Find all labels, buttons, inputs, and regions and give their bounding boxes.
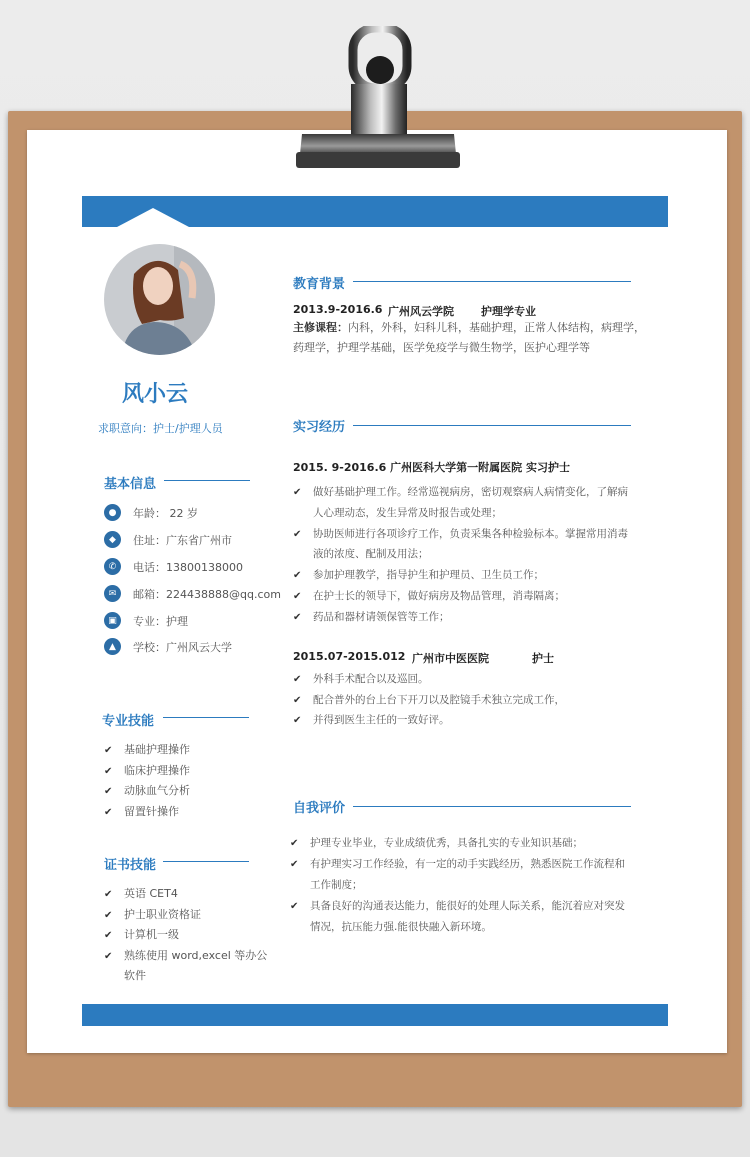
avatar bbox=[104, 244, 215, 355]
list-item-text: 人心理动态，发生异常及时报告或处理； bbox=[313, 506, 502, 519]
list-item-text: 有护理实习工作经验，有一定的动手实践经历，熟悉医院工作流程和 bbox=[310, 858, 625, 870]
list-item bbox=[290, 896, 640, 917]
check-icon: ✔ bbox=[104, 806, 113, 818]
check-icon: ✔ bbox=[104, 930, 113, 941]
list-item-text: 护理专业毕业，专业成绩优秀，具备扎实的专业知识基础； bbox=[310, 837, 583, 849]
list-item bbox=[104, 782, 190, 798]
list-item bbox=[104, 906, 201, 922]
check-icon: ✔ bbox=[104, 909, 113, 921]
check-icon: ✔ bbox=[293, 591, 302, 602]
list-item bbox=[104, 803, 179, 819]
list-item-text: 参加护理教学，指导护生和护理员、卫生员工作； bbox=[313, 569, 544, 582]
info-text: 专业：护理 bbox=[133, 614, 188, 628]
info-text: 邮箱：224438888@qq.com bbox=[133, 587, 281, 601]
list-item-text: 外科手术配合以及巡回。 bbox=[313, 673, 429, 685]
list-item bbox=[293, 524, 638, 545]
list-item bbox=[104, 967, 146, 983]
self-eval-rule bbox=[353, 806, 631, 807]
job2-role: 护士 bbox=[532, 652, 554, 665]
list-item bbox=[293, 544, 638, 565]
courses-line-2: 药理学，护理学基础，医学免疫学与微生物学，医护心理学等 bbox=[293, 341, 590, 354]
education-major: 护理学专业 bbox=[481, 305, 536, 318]
skills-rule bbox=[163, 717, 249, 718]
info-text: 电话：13800138000 bbox=[133, 560, 243, 574]
person-icon: ● bbox=[104, 504, 121, 521]
list-item bbox=[104, 885, 178, 901]
list-item bbox=[293, 482, 638, 503]
list-item-text: 动脉血气分析 bbox=[124, 784, 190, 797]
check-icon: ✔ bbox=[293, 487, 302, 498]
list-item-text: 英语 CET4 bbox=[124, 887, 178, 900]
list-item bbox=[290, 875, 640, 896]
list-item-text: 药品和器材请领保管等工作； bbox=[313, 610, 450, 623]
list-item-text: 临床护理操作 bbox=[124, 763, 190, 777]
skills-heading: 专业技能 bbox=[102, 714, 155, 729]
list-item bbox=[104, 947, 267, 963]
basic-info-heading: 基本信息 bbox=[104, 477, 157, 492]
candidate-name: 风小云 bbox=[121, 382, 188, 407]
list-item-text: 协助医师进行各项诊疗工作，负责采集各种检验标本。掌握常用消毒 bbox=[313, 527, 628, 540]
job-intent: 求职意向：护士/护理人员 bbox=[98, 422, 223, 435]
info-item bbox=[104, 531, 232, 548]
list-item bbox=[104, 762, 190, 778]
education-rule bbox=[353, 281, 631, 282]
mail-icon: ✉ bbox=[104, 585, 121, 602]
list-item bbox=[293, 607, 638, 628]
certs-rule bbox=[163, 861, 249, 862]
education-heading: 教育背景 bbox=[293, 277, 346, 292]
info-item bbox=[104, 638, 232, 655]
list-item-text: 情况，抗压能力强.能很快融入新环境。 bbox=[310, 921, 492, 933]
certs-heading: 证书技能 bbox=[104, 858, 157, 873]
list-item-text: 配合普外的台上台下开刀以及腔镜手术独立完成工作， bbox=[313, 693, 565, 706]
graduation-cap-icon: ▲ bbox=[104, 638, 121, 655]
check-icon: ✔ bbox=[293, 570, 302, 582]
list-item-text: 留置针操作 bbox=[124, 804, 179, 818]
list-item-text: 软件 bbox=[124, 969, 146, 982]
list-item-text: 熟练使用 word,excel 等办公 bbox=[124, 948, 268, 962]
info-item bbox=[104, 504, 198, 521]
education-school: 广州风云学院 bbox=[388, 305, 454, 318]
info-item bbox=[104, 558, 243, 575]
info-item bbox=[104, 585, 281, 602]
list-item-text: 具备良好的沟通表达能力，能很好的处理人际关系，能沉着应对突发 bbox=[310, 900, 625, 912]
check-icon: ✔ bbox=[104, 950, 113, 962]
check-icon: ✔ bbox=[290, 901, 299, 912]
check-icon: ✔ bbox=[290, 838, 299, 849]
info-text: 住址：广东省广州市 bbox=[133, 533, 232, 547]
info-item bbox=[104, 612, 188, 629]
job1-heading: 2015. 9-2016.6 广州医科大学第一附属医院 实习护士 bbox=[293, 461, 570, 474]
list-item bbox=[293, 565, 638, 586]
list-item-text: 在护士长的领导下，做好病房及物品管理，消毒隔离； bbox=[313, 590, 565, 602]
internship-heading: 实习经历 bbox=[293, 420, 346, 435]
check-icon: ✔ bbox=[293, 694, 302, 706]
list-item bbox=[293, 669, 638, 690]
list-item bbox=[293, 690, 638, 711]
phone-icon: ✆ bbox=[104, 558, 121, 575]
check-icon: ✔ bbox=[293, 528, 302, 540]
check-icon: ✔ bbox=[293, 674, 302, 685]
list-item bbox=[293, 503, 638, 524]
job2-hospital: 广州市中医医院 bbox=[412, 652, 489, 665]
binder-clip-icon bbox=[296, 26, 460, 170]
check-icon: ✔ bbox=[290, 859, 299, 870]
courses-line-1: 内科，外科，妇科儿科，基础护理，正常人体结构，病理学， bbox=[348, 321, 645, 334]
info-text: 学校：广州风云大学 bbox=[133, 640, 232, 654]
check-icon: ✔ bbox=[293, 715, 302, 726]
list-item-text: 工作制度； bbox=[310, 879, 363, 891]
footer-band bbox=[82, 1004, 668, 1026]
list-item-text: 基础护理操作 bbox=[124, 743, 190, 756]
education-period: 2013.9-2016.6 bbox=[293, 303, 383, 316]
list-item bbox=[104, 926, 179, 942]
list-item bbox=[290, 833, 640, 854]
check-icon: ✔ bbox=[104, 889, 113, 900]
list-item-text: 护士职业资格证 bbox=[124, 907, 201, 921]
check-icon: ✔ bbox=[104, 786, 113, 797]
education-courses bbox=[293, 318, 645, 358]
list-item-text: 做好基础护理工作。经常巡视病房，密切观察病人病情变化，了解病 bbox=[313, 486, 628, 498]
basic-info-rule bbox=[164, 480, 250, 481]
courses-label: 主修课程： bbox=[293, 321, 348, 334]
book-icon: ▣ bbox=[104, 612, 121, 629]
check-icon: ✔ bbox=[104, 765, 113, 777]
header-notch bbox=[117, 208, 189, 227]
list-item-text: 液的浓度、配制及用法； bbox=[313, 548, 429, 561]
check-icon: ✔ bbox=[293, 611, 302, 623]
check-icon: ✔ bbox=[104, 745, 113, 756]
info-text: 年龄： 22 岁 bbox=[133, 506, 198, 520]
self-eval-heading: 自我评价 bbox=[293, 801, 346, 816]
list-item-text: 计算机一级 bbox=[124, 928, 179, 941]
list-item bbox=[293, 586, 638, 607]
location-pin-icon: ◆ bbox=[104, 531, 121, 548]
list-item bbox=[293, 710, 638, 731]
list-item-text: 并得到医生主任的一致好评。 bbox=[313, 714, 450, 726]
internship-rule bbox=[353, 425, 631, 426]
list-item bbox=[104, 741, 190, 757]
list-item bbox=[290, 854, 640, 875]
list-item bbox=[290, 917, 640, 938]
job2-period: 2015.07-2015.012 bbox=[293, 650, 406, 663]
